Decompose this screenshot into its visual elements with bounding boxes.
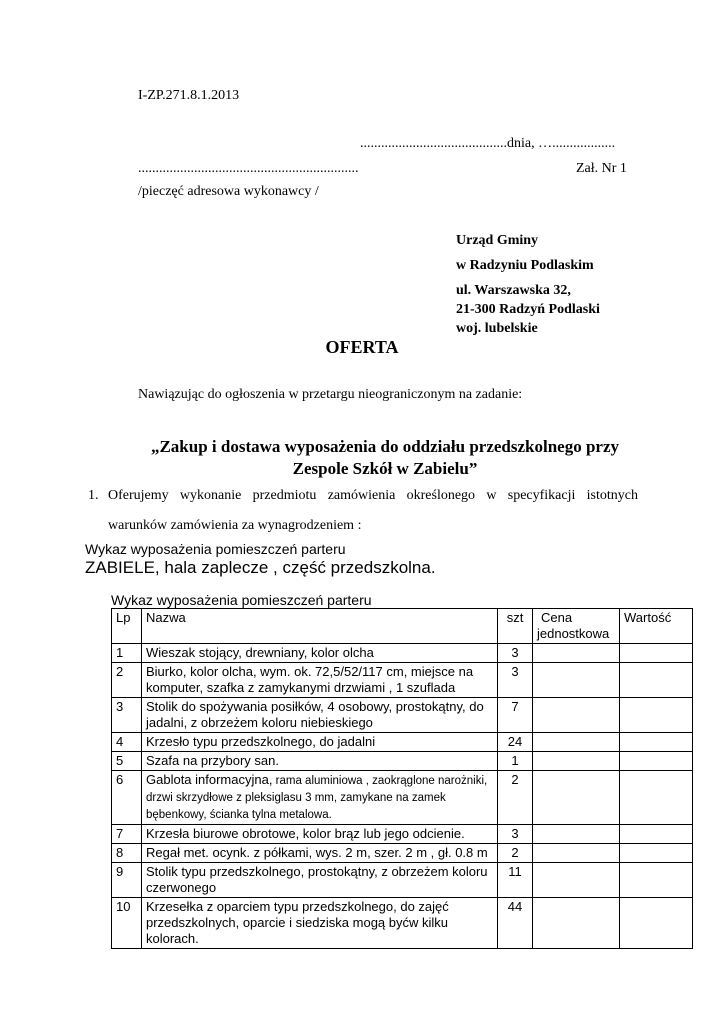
row-lp: 2 [112,663,142,698]
row-qty: 3 [498,644,533,663]
intro-text: Nawiązując do ogłoszenia w przetargu nieograniczonym na zadanie: [138,387,523,402]
row-name [142,844,498,863]
row-lp: 6 [112,771,142,825]
header-value: Wartość [620,609,693,644]
row-unit-price [533,771,620,825]
row-value [620,698,693,733]
equipment-table [111,608,693,949]
row-name [142,733,498,752]
header-unit-price [533,609,620,644]
row-unit-price [533,898,620,949]
header-unit-price-line1: Cena [541,610,573,625]
row-name [142,644,498,663]
header-name: Nazwa [142,609,498,644]
row-unit-price [533,844,620,863]
row-lp: 4 [112,733,142,752]
row-unit-price [533,698,620,733]
offer-point-number: 1. [88,488,99,503]
addressee-voivodeship: woj. lubelskie [456,321,538,336]
row-lp: 3 [112,698,142,733]
row-name [142,771,498,825]
table-header-row [112,609,693,644]
row-lp: 8 [112,844,142,863]
row-lp: 1 [112,644,142,663]
row-name-text: Stolik typu przedszkolnego, prostokątny, z obrzeżem koloru czerwonego [146,864,488,895]
attachment-label: Zał. Nr 1 [576,161,627,176]
row-name-text: Krzesełka z oparciem typu przedszkolnego, do zajęć przedszkolnych, oparcie i siedziska mogą byćw kilku kolorach. [146,899,449,946]
table-row [112,663,693,698]
table-row [112,644,693,663]
addressee-block [456,231,600,338]
tender-subject-line2: Zespole Szkół w Zabielu” [292,459,478,478]
table-row [112,825,693,844]
row-name-text: Biurko, kolor olcha, wym. ok. 72,5/52/117 cm, miejsce na komputer, szafka z zamykanymi drzwiami , 1 szuflada [146,664,474,695]
table-row [112,752,693,771]
tender-subject-line1: „Zakup i dostawa wyposażenia do oddziału przedszkolnego przy [150,437,620,456]
table-row [112,698,693,733]
row-lp: 10 [112,898,142,949]
table-row [112,771,693,825]
addressee-street: ul. Warszawska 32, [456,283,571,298]
row-value [620,733,693,752]
row-lp: 5 [112,752,142,771]
row-name-text: Szafa na przybory san. [146,753,279,768]
row-name [142,898,498,949]
row-name-text: Stolik do spożywania posiłków, 4 osobowy, prostokątny, do jadalni, z obrzeżem koloru niebieskiego [146,699,484,730]
offer-point-line1: Oferujemy wykonanie przedmiotu zamówienia określonego w specyfikacji istotnych [108,488,638,503]
row-unit-price [533,752,620,771]
stamp-label: /pieczęć adresowa wykonawcy / [138,184,319,199]
row-value [620,898,693,949]
tender-subject [60,436,710,480]
row-qty: 1 [498,752,533,771]
row-value [620,663,693,698]
row-name [142,752,498,771]
table-row [112,733,693,752]
row-qty: 11 [498,863,533,898]
row-qty: 2 [498,771,533,825]
table-row [112,898,693,949]
offer-point-line2: warunków zamówienia za wynagrodzeniem : [108,518,362,533]
row-unit-price [533,733,620,752]
row-name-detail: rama aluminiowa , zaokrąglone narożniki, drzwi skrzydłowe z pleksiglasu 3 mm, zamykane na zamek bębenkowy, ścianka tylna metalowa. [146,775,488,821]
row-unit-price [533,663,620,698]
row-name [142,698,498,733]
row-unit-price [533,825,620,844]
row-value [620,771,693,825]
row-lp: 9 [112,863,142,898]
list-title: Wykaz wyposażenia pomieszczeń parteru [85,541,346,557]
row-value [620,752,693,771]
row-value [620,825,693,844]
document-title: OFERTA [325,337,399,357]
row-name-text: Regał met. ocynk. z półkami, wys. 2 m, szer. 2 m , gł. 0.8 m [146,845,488,860]
row-name-text: Wieszak stojący, drewniany, kolor olcha [146,645,374,660]
date-line: ..........................................dnia, ….................. [360,136,616,151]
row-qty: 2 [498,844,533,863]
row-name [142,863,498,898]
row-name [142,825,498,844]
header-qty: szt [498,609,533,644]
row-qty: 3 [498,663,533,698]
row-qty: 44 [498,898,533,949]
addressee-postcode: 21-300 Radzyń Podlaski [456,302,600,317]
row-unit-price [533,863,620,898]
addressee-city: w Radzyniu Podlaskim [456,258,594,273]
row-qty: 7 [498,698,533,733]
addressee-office: Urząd Gminy [456,233,539,248]
row-value [620,863,693,898]
row-name-text: Krzesło typu przedszkolnego, do jadalni [146,734,376,749]
row-value [620,644,693,663]
stamp-dotted-line: ............................................................... [138,161,359,176]
row-unit-price [533,644,620,663]
table-row [112,844,693,863]
row-name-text: Krzesła biurowe obrotowe, kolor brąz lub jego odcienie. [146,826,465,841]
row-qty: 24 [498,733,533,752]
row-lp: 7 [112,825,142,844]
header-lp: Lp [112,609,142,644]
row-name [142,663,498,698]
row-value [620,844,693,863]
row-name-text: Gablota informacyjna, [146,772,273,787]
reference-number: I-ZP.271.8.1.2013 [138,88,240,103]
row-qty: 3 [498,825,533,844]
table-row [112,863,693,898]
header-unit-price-line2: jednostkowa [537,626,610,641]
offer-point-1 [88,481,638,541]
table-caption: Wykaz wyposażenia pomieszczeń parteru [111,592,372,608]
list-subtitle: ZABIELE, hala zaplecze , część przedszkolna. [85,558,436,577]
